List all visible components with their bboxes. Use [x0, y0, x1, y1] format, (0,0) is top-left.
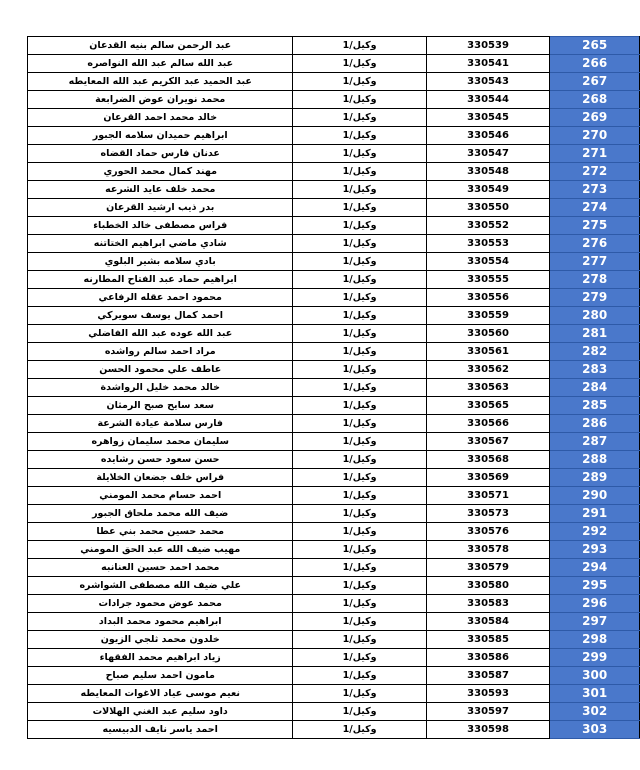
records-table-body: [28, 37, 640, 739]
sequence-cell: 286: [550, 415, 640, 433]
sequence-cell: 295: [550, 577, 640, 595]
number-cell: 330571: [426, 487, 550, 505]
number-cell: 330549: [426, 181, 550, 199]
name-cell: بادي سلامه بشير البلوي: [28, 253, 293, 271]
sequence-cell: 291: [550, 505, 640, 523]
sequence-cell: 280: [550, 307, 640, 325]
name-cell: بدر ذيب ارشيد القرعان: [28, 199, 293, 217]
name-cell: محمود احمد عقله الرفاعي: [28, 289, 293, 307]
rank-cell: وكيل/1: [293, 55, 426, 73]
rank-cell: وكيل/1: [293, 505, 426, 523]
number-cell: 330561: [426, 343, 550, 361]
sequence-cell: 275: [550, 217, 640, 235]
table-row: [28, 469, 640, 487]
table-row: [28, 595, 640, 613]
table-row: [28, 73, 640, 91]
sequence-cell: 277: [550, 253, 640, 271]
sequence-cell: 276: [550, 235, 640, 253]
name-cell: حسن سعود حسن رشايده: [28, 451, 293, 469]
rank-cell: وكيل/1: [293, 397, 426, 415]
rank-cell: وكيل/1: [293, 523, 426, 541]
rank-cell: وكيل/1: [293, 415, 426, 433]
table-row: [28, 109, 640, 127]
number-cell: 330568: [426, 451, 550, 469]
name-cell: فارس سلامة عيادة الشرعة: [28, 415, 293, 433]
sequence-cell: 266: [550, 55, 640, 73]
number-cell: 330544: [426, 91, 550, 109]
name-cell: محمد نويران عوض الضرابعة: [28, 91, 293, 109]
rank-cell: وكيل/1: [293, 145, 426, 163]
rank-cell: وكيل/1: [293, 595, 426, 613]
rank-cell: وكيل/1: [293, 271, 426, 289]
number-cell: 330565: [426, 397, 550, 415]
table-row: [28, 505, 640, 523]
sequence-cell: 297: [550, 613, 640, 631]
rank-cell: وكيل/1: [293, 703, 426, 721]
name-cell: فراس مصطفى خالد الخطباء: [28, 217, 293, 235]
rank-cell: وكيل/1: [293, 433, 426, 451]
sequence-cell: 281: [550, 325, 640, 343]
sequence-cell: 287: [550, 433, 640, 451]
table-row: [28, 253, 640, 271]
name-cell: احمد حسام محمد المومني: [28, 487, 293, 505]
rank-cell: وكيل/1: [293, 469, 426, 487]
number-cell: 330553: [426, 235, 550, 253]
sequence-cell: 271: [550, 145, 640, 163]
rank-cell: وكيل/1: [293, 379, 426, 397]
rank-cell: وكيل/1: [293, 325, 426, 343]
name-cell: محمد حسين محمد بني عطا: [28, 523, 293, 541]
number-cell: 330576: [426, 523, 550, 541]
rank-cell: وكيل/1: [293, 109, 426, 127]
rank-cell: وكيل/1: [293, 721, 426, 739]
table-row: [28, 613, 640, 631]
table-row: [28, 559, 640, 577]
sequence-cell: 283: [550, 361, 640, 379]
name-cell: سليمان محمد سليمان زواهره: [28, 433, 293, 451]
number-cell: 330567: [426, 433, 550, 451]
sequence-cell: 288: [550, 451, 640, 469]
name-cell: عبد الرحمن سالم بنيه القدعان: [28, 37, 293, 55]
table-row: [28, 649, 640, 667]
rank-cell: وكيل/1: [293, 577, 426, 595]
sequence-cell: 269: [550, 109, 640, 127]
rank-cell: وكيل/1: [293, 649, 426, 667]
number-cell: 330573: [426, 505, 550, 523]
name-cell: فراس خلف جضعان الخلايلة: [28, 469, 293, 487]
rank-cell: وكيل/1: [293, 181, 426, 199]
sequence-cell: 279: [550, 289, 640, 307]
name-cell: شادي ماضي ابراهيم الختاتنه: [28, 235, 293, 253]
number-cell: 330597: [426, 703, 550, 721]
sequence-cell: 301: [550, 685, 640, 703]
rank-cell: وكيل/1: [293, 667, 426, 685]
rank-cell: وكيل/1: [293, 631, 426, 649]
number-cell: 330550: [426, 199, 550, 217]
number-cell: 330585: [426, 631, 550, 649]
number-cell: 330548: [426, 163, 550, 181]
name-cell: داود سليم عبد الغني الهلالات: [28, 703, 293, 721]
name-cell: عاطف علي محمود الحسن: [28, 361, 293, 379]
table-row: [28, 433, 640, 451]
number-cell: 330547: [426, 145, 550, 163]
table-row: [28, 667, 640, 685]
table-row: [28, 577, 640, 595]
number-cell: 330579: [426, 559, 550, 577]
table-row: [28, 523, 640, 541]
rank-cell: وكيل/1: [293, 73, 426, 91]
number-cell: 330560: [426, 325, 550, 343]
number-cell: 330580: [426, 577, 550, 595]
number-cell: 330552: [426, 217, 550, 235]
name-cell: نعيم موسى عياد الاغوات المعايطه: [28, 685, 293, 703]
table-row: [28, 541, 640, 559]
table-row: [28, 325, 640, 343]
rank-cell: وكيل/1: [293, 217, 426, 235]
table-row: [28, 451, 640, 469]
table-row: [28, 379, 640, 397]
rank-cell: وكيل/1: [293, 307, 426, 325]
name-cell: خلدون محمد ثلجي الزيون: [28, 631, 293, 649]
sequence-cell: 265: [550, 37, 640, 55]
table-row: [28, 163, 640, 181]
table-row: [28, 721, 640, 739]
number-cell: 330554: [426, 253, 550, 271]
number-cell: 330563: [426, 379, 550, 397]
sequence-cell: 272: [550, 163, 640, 181]
rank-cell: وكيل/1: [293, 235, 426, 253]
name-cell: مامون احمد سليم صباح: [28, 667, 293, 685]
name-cell: مهيب ضيف الله عبد الحق المومني: [28, 541, 293, 559]
number-cell: 330556: [426, 289, 550, 307]
sequence-cell: 268: [550, 91, 640, 109]
sequence-cell: 296: [550, 595, 640, 613]
rank-cell: وكيل/1: [293, 253, 426, 271]
name-cell: ضيف الله محمد ملحاق الجبور: [28, 505, 293, 523]
name-cell: علي ضيف الله مصطفى الشواشره: [28, 577, 293, 595]
number-cell: 330559: [426, 307, 550, 325]
sequence-cell: 299: [550, 649, 640, 667]
table-row: [28, 307, 640, 325]
name-cell: احمد ياسر نايف الدبيسيه: [28, 721, 293, 739]
name-cell: عبد الله سالم عبد الله النواصره: [28, 55, 293, 73]
sequence-cell: 303: [550, 721, 640, 739]
number-cell: 330562: [426, 361, 550, 379]
rank-cell: وكيل/1: [293, 541, 426, 559]
table-row: [28, 235, 640, 253]
sequence-cell: 290: [550, 487, 640, 505]
table-row: [28, 271, 640, 289]
rank-cell: وكيل/1: [293, 289, 426, 307]
rank-cell: وكيل/1: [293, 199, 426, 217]
rank-cell: وكيل/1: [293, 127, 426, 145]
sequence-cell: 289: [550, 469, 640, 487]
number-cell: 330541: [426, 55, 550, 73]
name-cell: خالد محمد خليل الرواشدة: [28, 379, 293, 397]
rank-cell: وكيل/1: [293, 361, 426, 379]
table-row: [28, 397, 640, 415]
number-cell: 330539: [426, 37, 550, 55]
number-cell: 330546: [426, 127, 550, 145]
table-row: [28, 361, 640, 379]
number-cell: 330569: [426, 469, 550, 487]
number-cell: 330543: [426, 73, 550, 91]
name-cell: مراد احمد سالم رواشده: [28, 343, 293, 361]
rank-cell: وكيل/1: [293, 37, 426, 55]
table-row: [28, 703, 640, 721]
number-cell: 330578: [426, 541, 550, 559]
sequence-cell: 302: [550, 703, 640, 721]
sequence-cell: 282: [550, 343, 640, 361]
name-cell: محمد احمد حسين العنانبه: [28, 559, 293, 577]
rank-cell: وكيل/1: [293, 91, 426, 109]
name-cell: محمد خلف عايد الشرعه: [28, 181, 293, 199]
number-cell: 330598: [426, 721, 550, 739]
sequence-cell: 292: [550, 523, 640, 541]
sequence-cell: 278: [550, 271, 640, 289]
name-cell: مهند كمال محمد الحوري: [28, 163, 293, 181]
sequence-cell: 274: [550, 199, 640, 217]
sequence-cell: 284: [550, 379, 640, 397]
name-cell: خالد محمد احمد القرعان: [28, 109, 293, 127]
rank-cell: وكيل/1: [293, 559, 426, 577]
sequence-cell: 285: [550, 397, 640, 415]
table-row: [28, 199, 640, 217]
table-row: [28, 631, 640, 649]
sequence-cell: 267: [550, 73, 640, 91]
name-cell: ابراهيم حميدان سلامه الجبور: [28, 127, 293, 145]
name-cell: عدنان فارس حماد القضاه: [28, 145, 293, 163]
number-cell: 330593: [426, 685, 550, 703]
name-cell: زياد ابراهيم محمد الفقهاء: [28, 649, 293, 667]
number-cell: 330545: [426, 109, 550, 127]
table-row: [28, 181, 640, 199]
records-table: [27, 36, 640, 739]
table-row: [28, 55, 640, 73]
table-row: [28, 37, 640, 55]
table-row: [28, 343, 640, 361]
number-cell: 330586: [426, 649, 550, 667]
sequence-cell: 293: [550, 541, 640, 559]
sequence-cell: 300: [550, 667, 640, 685]
number-cell: 330566: [426, 415, 550, 433]
number-cell: 330584: [426, 613, 550, 631]
rank-cell: وكيل/1: [293, 487, 426, 505]
name-cell: محمد عوض محمود جرادات: [28, 595, 293, 613]
name-cell: سعد سايح صبح الرمثان: [28, 397, 293, 415]
sequence-cell: 298: [550, 631, 640, 649]
table-row: [28, 415, 640, 433]
rank-cell: وكيل/1: [293, 451, 426, 469]
sequence-cell: 294: [550, 559, 640, 577]
number-cell: 330555: [426, 271, 550, 289]
number-cell: 330587: [426, 667, 550, 685]
name-cell: احمد كمال يوسف سويركي: [28, 307, 293, 325]
name-cell: عبد الله عوده عبد الله الفاضلي: [28, 325, 293, 343]
rank-cell: وكيل/1: [293, 343, 426, 361]
sequence-cell: 273: [550, 181, 640, 199]
rank-cell: وكيل/1: [293, 163, 426, 181]
name-cell: ابراهيم محمود محمد البداد: [28, 613, 293, 631]
table-row: [28, 289, 640, 307]
table-row: [28, 217, 640, 235]
table-row: [28, 127, 640, 145]
rank-cell: وكيل/1: [293, 613, 426, 631]
name-cell: عبد الحميد عبد الكريم عبد الله المعايطه: [28, 73, 293, 91]
table-row: [28, 685, 640, 703]
rank-cell: وكيل/1: [293, 685, 426, 703]
table-row: [28, 487, 640, 505]
sequence-cell: 270: [550, 127, 640, 145]
name-cell: ابراهيم حماد عبد الفتاح المطارنه: [28, 271, 293, 289]
table-row: [28, 91, 640, 109]
number-cell: 330583: [426, 595, 550, 613]
table-row: [28, 145, 640, 163]
